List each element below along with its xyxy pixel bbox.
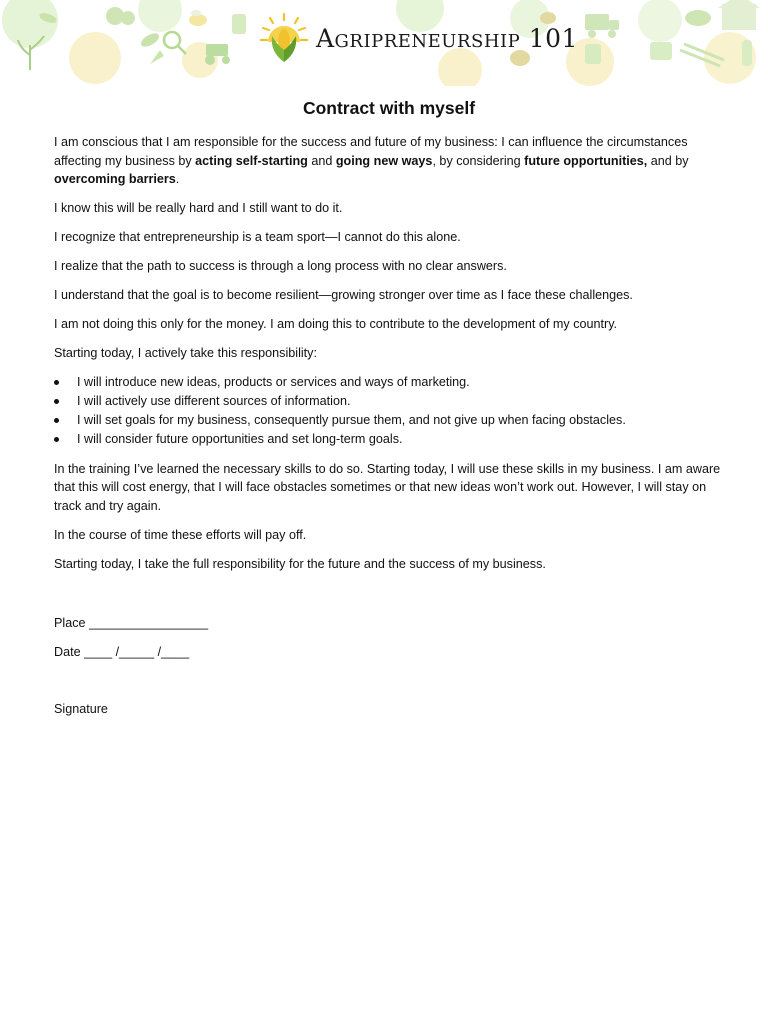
bullet-icon xyxy=(54,418,59,423)
apple-icon xyxy=(106,7,135,25)
closing-paragraph: In the training I’ve learned the necessary skills to do so. Starting today, I will use these skills in my business. I am aware that this will cost energy, that I will face obstacles sometimes or that new ideas won’t work out. However, I will stay on track and try again. xyxy=(54,461,721,513)
statement-paragraph: I know this will be really hard and I still want to do it. xyxy=(54,201,343,215)
intro-bold-1: acting self-starting xyxy=(195,153,308,168)
pig-icon xyxy=(685,10,711,26)
bullet-icon xyxy=(54,437,59,442)
statement-paragraph: I realize that the path to success is through a long process with no clear answers. xyxy=(54,259,507,273)
list-item xyxy=(54,373,724,392)
bullet-icon xyxy=(54,399,59,404)
intro-paragraph xyxy=(54,133,724,189)
truck-icon xyxy=(585,14,619,38)
list-item-text: I will introduce new ideas, products or services and ways of marketing. xyxy=(77,375,470,389)
signature-label: Signature xyxy=(54,701,108,716)
intro-bold-2: going new ways xyxy=(335,153,433,168)
intro-text-2: and xyxy=(307,153,336,168)
resolution-list xyxy=(54,373,724,449)
intro-text-5: . xyxy=(175,172,180,186)
intro-text-3: , by considering xyxy=(432,153,525,168)
intro-text-1: I am conscious that I am responsible for the success and future of my business: I can influence the circumstances affecting my business by xyxy=(54,135,688,168)
statement-paragraph: Starting today, I actively take this responsibility: xyxy=(54,346,317,360)
brand-name: Agripreneurship 101 xyxy=(316,23,578,53)
brand xyxy=(260,8,578,68)
sun-corn-logo-icon xyxy=(260,12,308,64)
document-body xyxy=(54,98,724,729)
intro-bold-4: overcoming barriers xyxy=(54,172,176,186)
date-line: Date ____ /_____ /____ xyxy=(54,644,190,659)
bullet-icon xyxy=(54,380,59,385)
document-title: Contract with myself xyxy=(302,98,476,118)
intro-text-4: and by xyxy=(647,153,689,168)
list-item xyxy=(54,430,724,449)
header-banner xyxy=(0,0,768,86)
closing-paragraph: In the course of time these efforts will pay off. xyxy=(54,527,307,542)
list-item xyxy=(54,392,724,411)
statement-paragraph: I recognize that entrepreneurship is a team sport—I cannot do this alone. xyxy=(54,230,461,244)
magnifier-icon xyxy=(164,32,186,54)
closing-paragraph: Starting today, I take the full responsibility for the future and the success of my business. xyxy=(54,556,546,571)
carrot-icon xyxy=(150,50,164,64)
list-item-text: I will consider future opportunities and set long-term goals. xyxy=(77,432,403,446)
barn-icon xyxy=(718,0,760,30)
list-item xyxy=(54,411,724,430)
spacer xyxy=(54,584,724,614)
place-line: Place _________________ xyxy=(54,615,209,630)
bee-icon xyxy=(189,10,207,26)
spacer xyxy=(54,672,724,700)
intro-bold-3: future opportunities, xyxy=(524,153,648,168)
list-item-text: I will set goals for my business, consequently pursue them, and not give up when facing obstacles. xyxy=(77,413,626,427)
statement-paragraph: I understand that the goal is to become resilient—growing stronger over time as I face these challenges. xyxy=(54,288,633,302)
list-item-text: I will actively use different sources of information. xyxy=(77,394,351,408)
statement-paragraph: I am not doing this only for the money. I am doing this to contribute to the development of my country. xyxy=(54,317,618,331)
